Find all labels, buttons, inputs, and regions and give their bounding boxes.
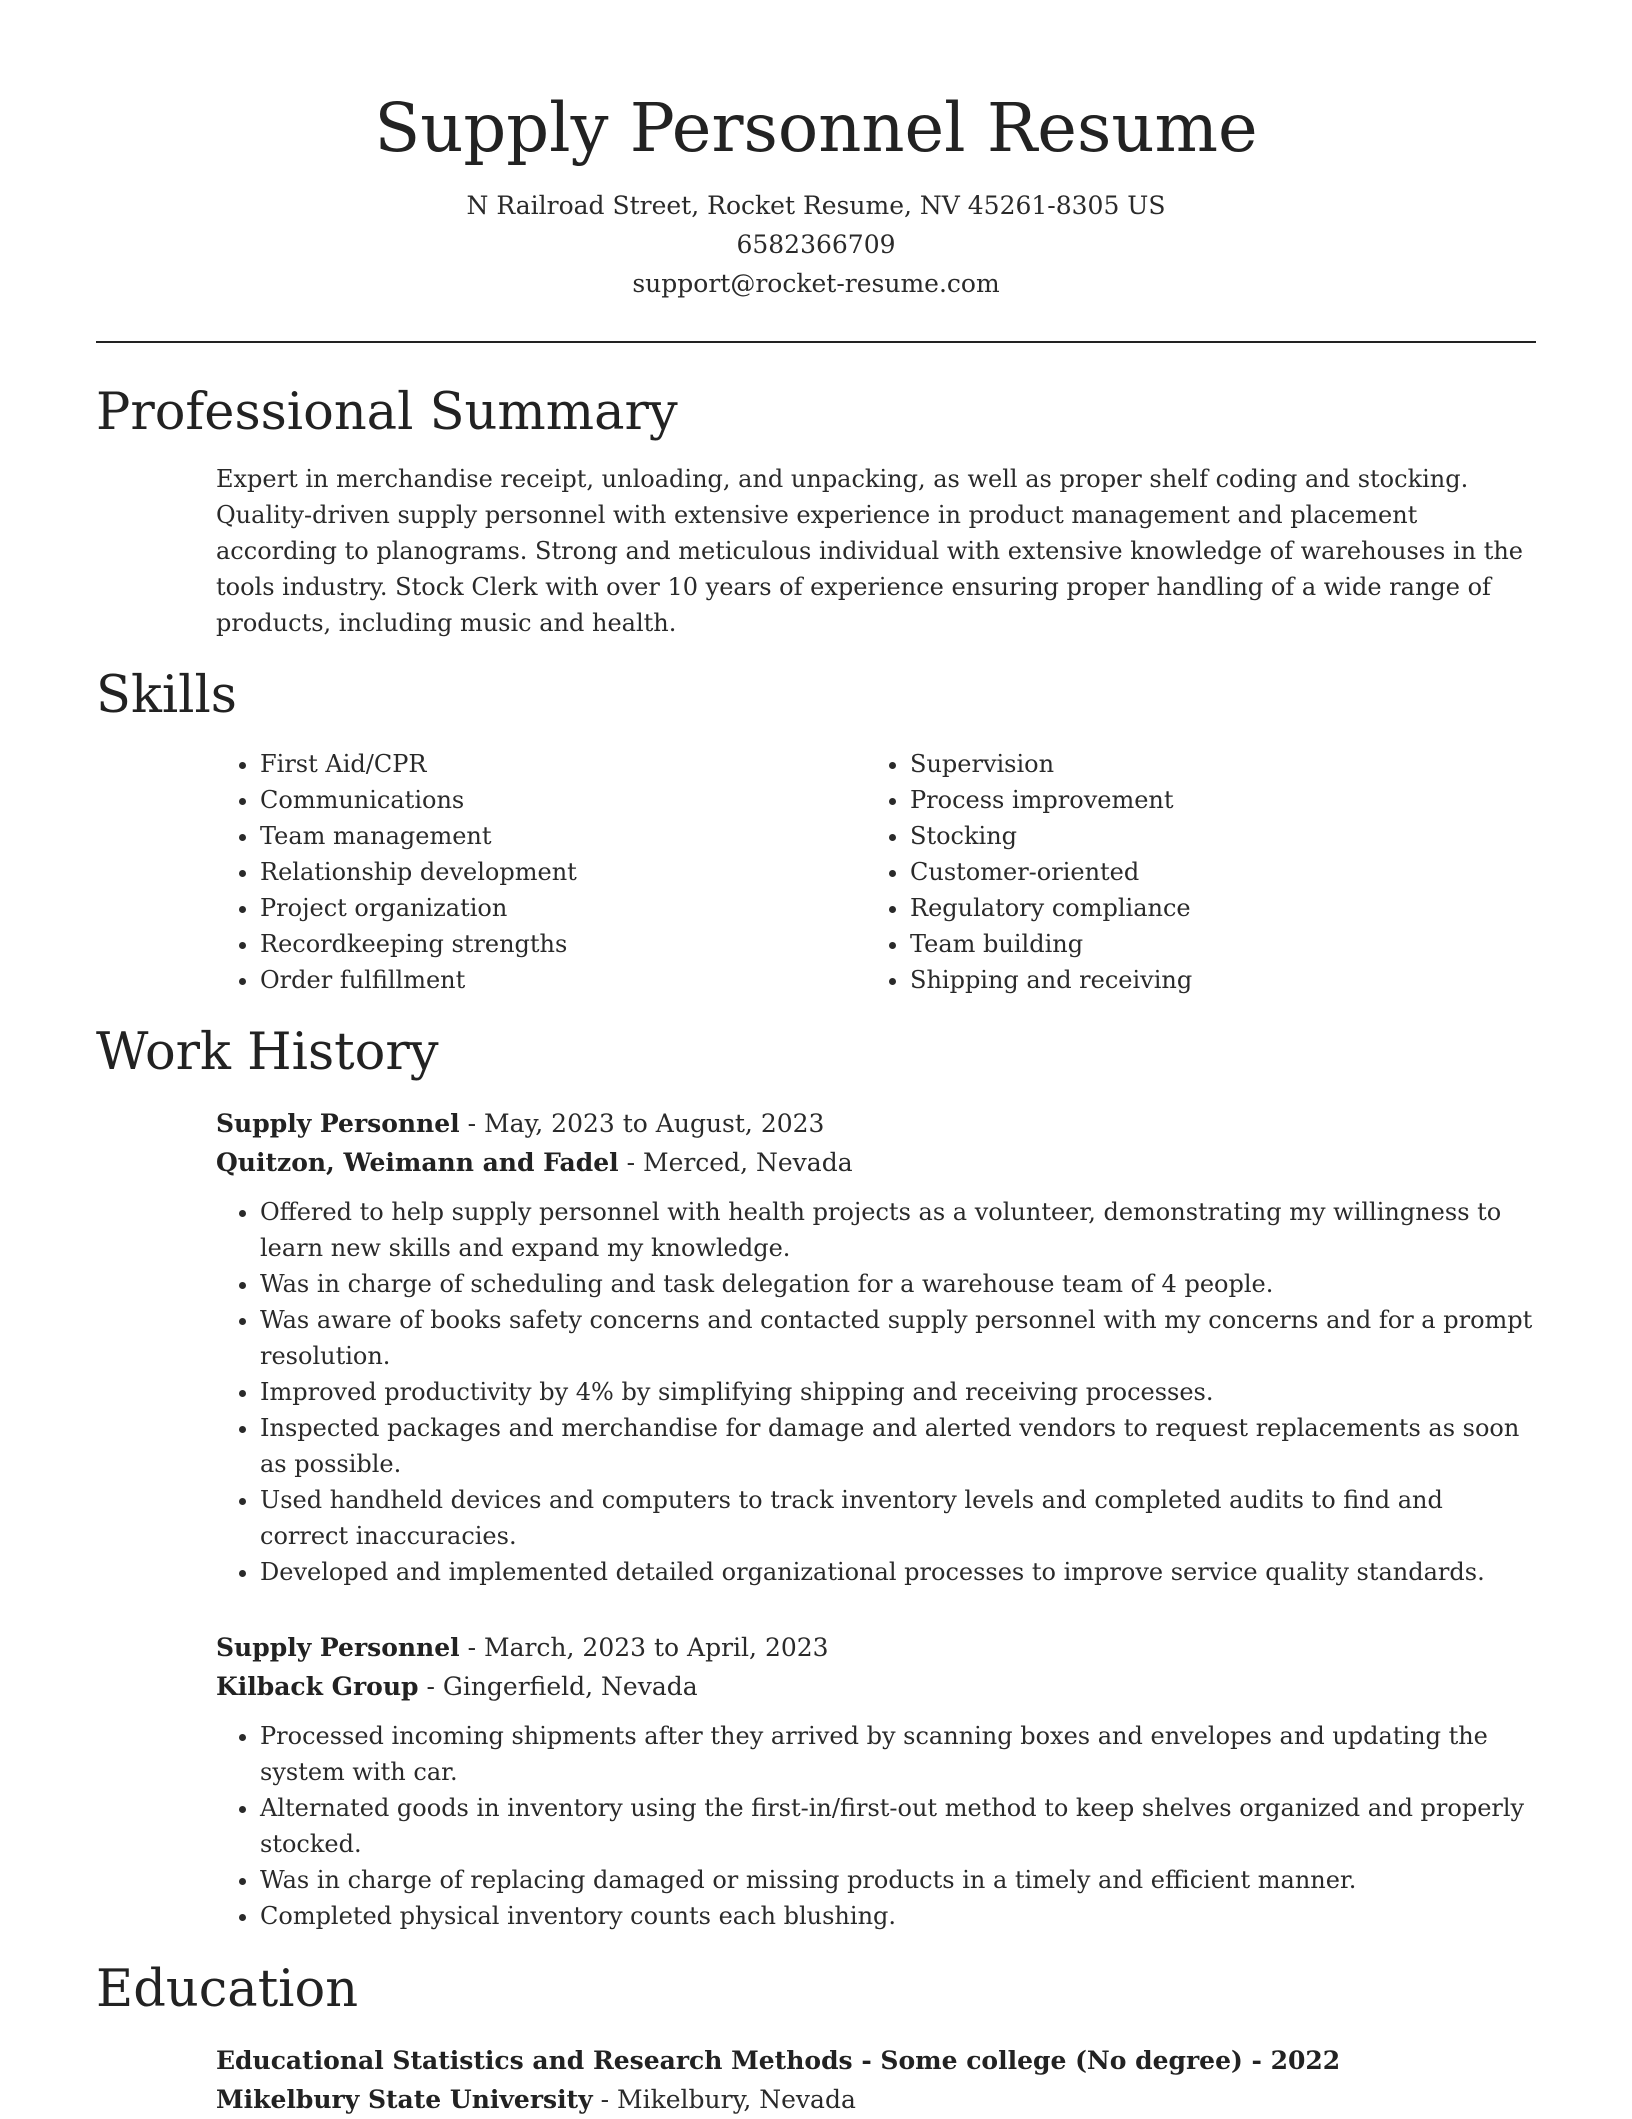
contact-address: N Railroad Street, Rocket Resume, NV 45261-8305 US (466, 191, 1166, 220)
summary-heading: Professional Summary (96, 383, 678, 442)
work-history-heading: Work History (96, 1023, 439, 1082)
job-duties (216, 1194, 1536, 1590)
job-duty: • Offered to help supply personnel with health projects as a volunteer, demonstrating my willingness to learn new skills and expand my knowledge. (260, 1194, 1536, 1266)
education-heading: Education (96, 1960, 359, 2019)
job-role: Supply Personnel (216, 1109, 460, 1138)
job-dates: - May, 2023 to August, 2023 (459, 1109, 825, 1138)
job-duty: • Completed physical inventory counts each blushing. (260, 1898, 1536, 1934)
education-entry (216, 2041, 1536, 2119)
skill-item: • Relationship development (260, 854, 836, 890)
job-duties (216, 1718, 1536, 1934)
skill-item: • Team building (910, 926, 1486, 962)
skill-item: • Recordkeeping strengths (260, 926, 836, 962)
job-dates: - March, 2023 to April, 2023 (459, 1633, 829, 1662)
education-program-line (216, 2041, 1536, 2080)
contact-phone: 6582366709 (736, 230, 896, 259)
skill-item: • Project organization (260, 890, 836, 926)
skill-item: • Communications (260, 782, 836, 818)
job-duty: • Processed incoming shipments after they arrived by scanning boxes and envelopes and updating the system with car. (260, 1718, 1536, 1790)
resume-title: Supply Personnel Resume (374, 89, 1258, 167)
skills-list-left (216, 746, 836, 998)
job-duty: • Used handheld devices and computers to track inventory levels and completed audits to find and correct inaccuracies. (260, 1482, 1536, 1554)
resume-header (0, 0, 1632, 303)
header-divider (96, 341, 1536, 343)
job-duty: • Was in charge of scheduling and task delegation for a warehouse team of 4 people. (260, 1266, 1536, 1302)
job-company-line (216, 1667, 1536, 1706)
contact-info (0, 186, 1632, 303)
job-duty: • Was aware of books safety concerns and contacted supply personnel with my concerns and for a prompt resolution. (260, 1302, 1536, 1374)
job-company: Quitzon, Weimann and Fadel (216, 1148, 619, 1177)
job-entry (216, 1628, 1536, 1934)
skill-item: • Shipping and receiving (910, 962, 1486, 998)
job-role-line (216, 1104, 1536, 1143)
job-company: Kilback Group (216, 1672, 419, 1701)
skill-item: • Order fulfillment (260, 962, 836, 998)
skill-item: • Stocking (910, 818, 1486, 854)
skills-heading: Skills (96, 666, 237, 725)
job-location: - Merced, Nevada (618, 1148, 853, 1177)
skill-item: • Customer-oriented (910, 854, 1486, 890)
job-role-line (216, 1628, 1536, 1667)
skill-item: • First Aid/CPR (260, 746, 836, 782)
skill-item: • Regulatory compliance (910, 890, 1486, 926)
education-school-line (216, 2080, 1536, 2119)
education-location: - Mikelbury, Nevada (592, 2085, 856, 2114)
education-program: Educational Statistics and Research Methods - Some college (No degree) - 2022 (216, 2046, 1341, 2075)
contact-email: support@rocket-resume.com (632, 269, 1000, 298)
job-duty: • Was in charge of replacing damaged or missing products in a timely and efficient manner. (260, 1862, 1536, 1898)
job-entry (216, 1104, 1536, 1590)
job-role: Supply Personnel (216, 1633, 460, 1662)
skill-item: • Team management (260, 818, 836, 854)
job-duty: • Inspected packages and merchandise for damage and alerted vendors to request replacements as soon as possible. (260, 1410, 1536, 1482)
job-location: - Gingerfield, Nevada (418, 1672, 698, 1701)
education-school: Mikelbury State University (216, 2085, 593, 2114)
skills-list-right (866, 746, 1486, 998)
job-duty: • Improved productivity by 4% by simplifying shipping and receiving processes. (260, 1374, 1536, 1410)
skill-item: • Process improvement (910, 782, 1486, 818)
job-duty: • Developed and implemented detailed organizational processes to improve service quality standards. (260, 1554, 1536, 1590)
job-duty: • Alternated goods in inventory using the first-in/first-out method to keep shelves organized and properly stocked. (260, 1790, 1536, 1862)
summary-text: Expert in merchandise receipt, unloading, and unpacking, as well as proper shelf coding and stocking. Quality-driven supply personnel with extensive experience in product management and placement according to planograms. Strong and meticulous individual with extensive knowledge of warehouses in the tools industry. Stock Clerk with over 10 years of experience ensuring proper handling of a wide range of products, including music and health. (216, 465, 1524, 637)
job-company-line (216, 1143, 1536, 1182)
skill-item: • Supervision (910, 746, 1486, 782)
